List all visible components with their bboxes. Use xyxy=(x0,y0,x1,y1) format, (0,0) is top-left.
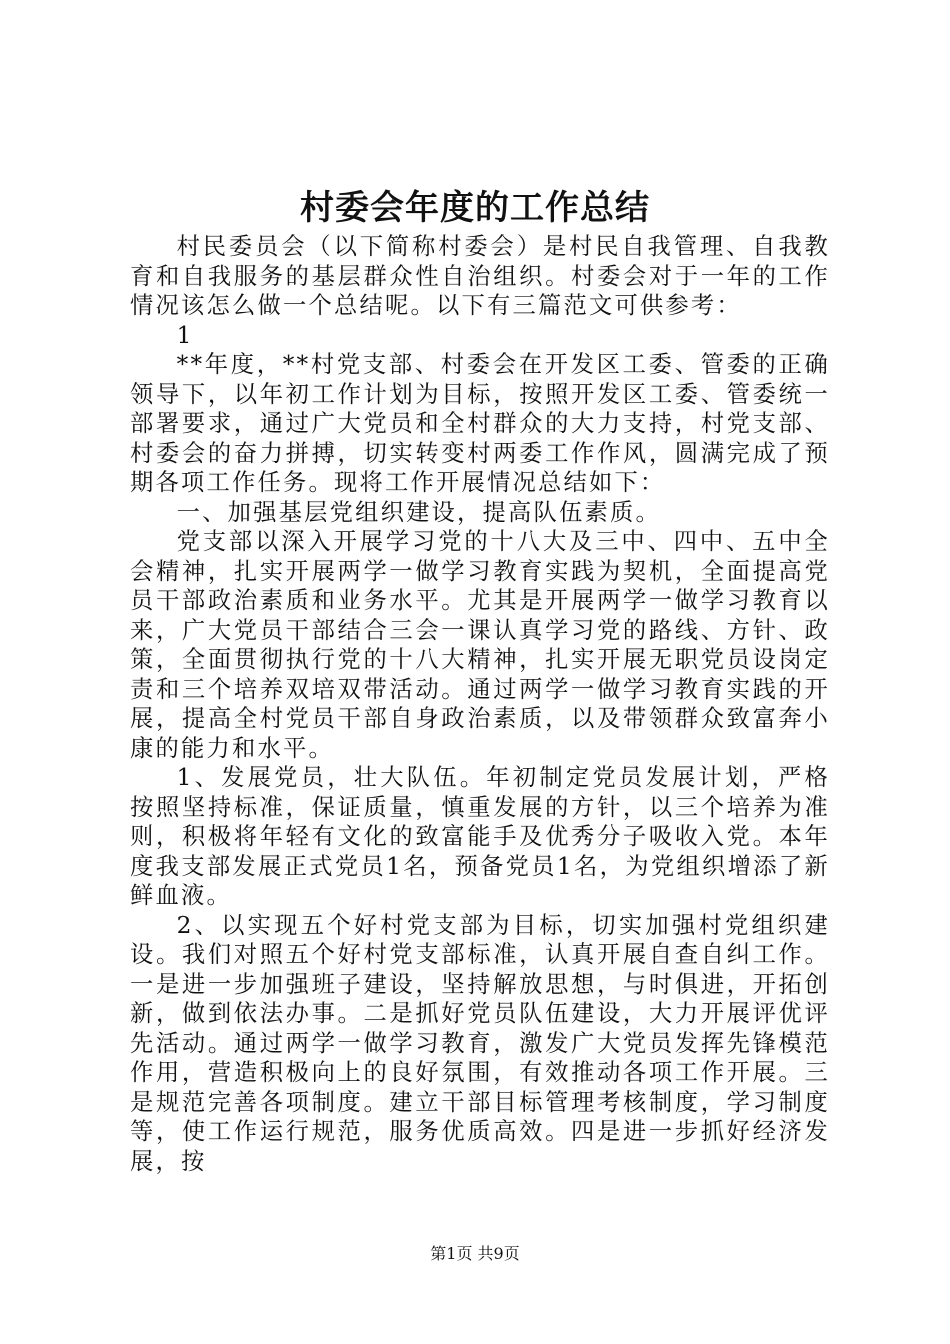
paragraph-heading-1: 一、加强基层党组织建设，提高队伍素质。 xyxy=(176,498,662,526)
paragraph-member-development: 1、发展党员，壮大队伍。年初制定党员发展计划，严格按照坚持标准，保证质量，慎重发展的方针，以三个培养为准则，积极将年轻有文化的致富能手及优秀分子吸收入党。本年度我支部发展正式党员1名，预备党员1名，为党组织增添了新鲜血液。 xyxy=(130,764,830,909)
document-body xyxy=(130,232,830,1176)
document-title: 村委会年度的工作总结 xyxy=(300,188,650,228)
paragraph-branch-building: 2、以实现五个好村党支部为目标，切实加强村党组织建设。我们对照五个好村党支部标准，认真开展自查自纠工作。一是进一步加强班子建设，坚持解放思想，与时俱进，开拓创新，做到依法办事。二是抓好党员队伍建设，大力开展评优评先活动。通过两学一做学习教育，激发广大党员发挥先锋模范作用，营造积极向上的良好氛围，有效推动各项工作开展。三是规范完善各项制度。建立干部目标管理考核制度，学习制度等，使工作运行规范，服务优质高效。四是进一步抓好经济发展，按 xyxy=(130,911,830,1175)
paragraph-intro: 村民委员会（以下简称村委会）是村民自我管理、自我教育和自我服务的基层群众性自治组织。村委会对于一年的工作情况该怎么做一个总结呢。以下有三篇范文可供参考： xyxy=(130,233,830,319)
page-footer: 第1页 共9页 xyxy=(430,1244,520,1263)
paragraph-section-number: 1 xyxy=(176,321,194,349)
paragraph-party-study: 党支部以深入开展学习党的十八大及三中、四中、五中全会精神，扎实开展两学一做学习教育实践为契机，全面提高党员干部政治素质和业务水平。尤其是开展两学一做学习教育以来，广大党员干部结合三会一课认真学习党的路线、方针、政策，全面贯彻执行党的十八大精神，扎实开展无职党员设岗定责和三个培养双培双带活动。通过两学一做学习教育实践的开展，提高全村党员干部自身政治素质，以及带领群众致富奔小康的能力和水平。 xyxy=(130,528,830,762)
paragraph-overview: **年度，**村党支部、村委会在开发区工委、管委的正确领导下，以年初工作计划为目标，按照开发区工委、管委统一部署要求，通过广大党员和全村群众的大力支持，村党支部、村委会的奋力拼搏，切实转变村两委工作作风，圆满完成了预期各项工作任务。现将工作开展情况总结如下： xyxy=(130,351,830,496)
